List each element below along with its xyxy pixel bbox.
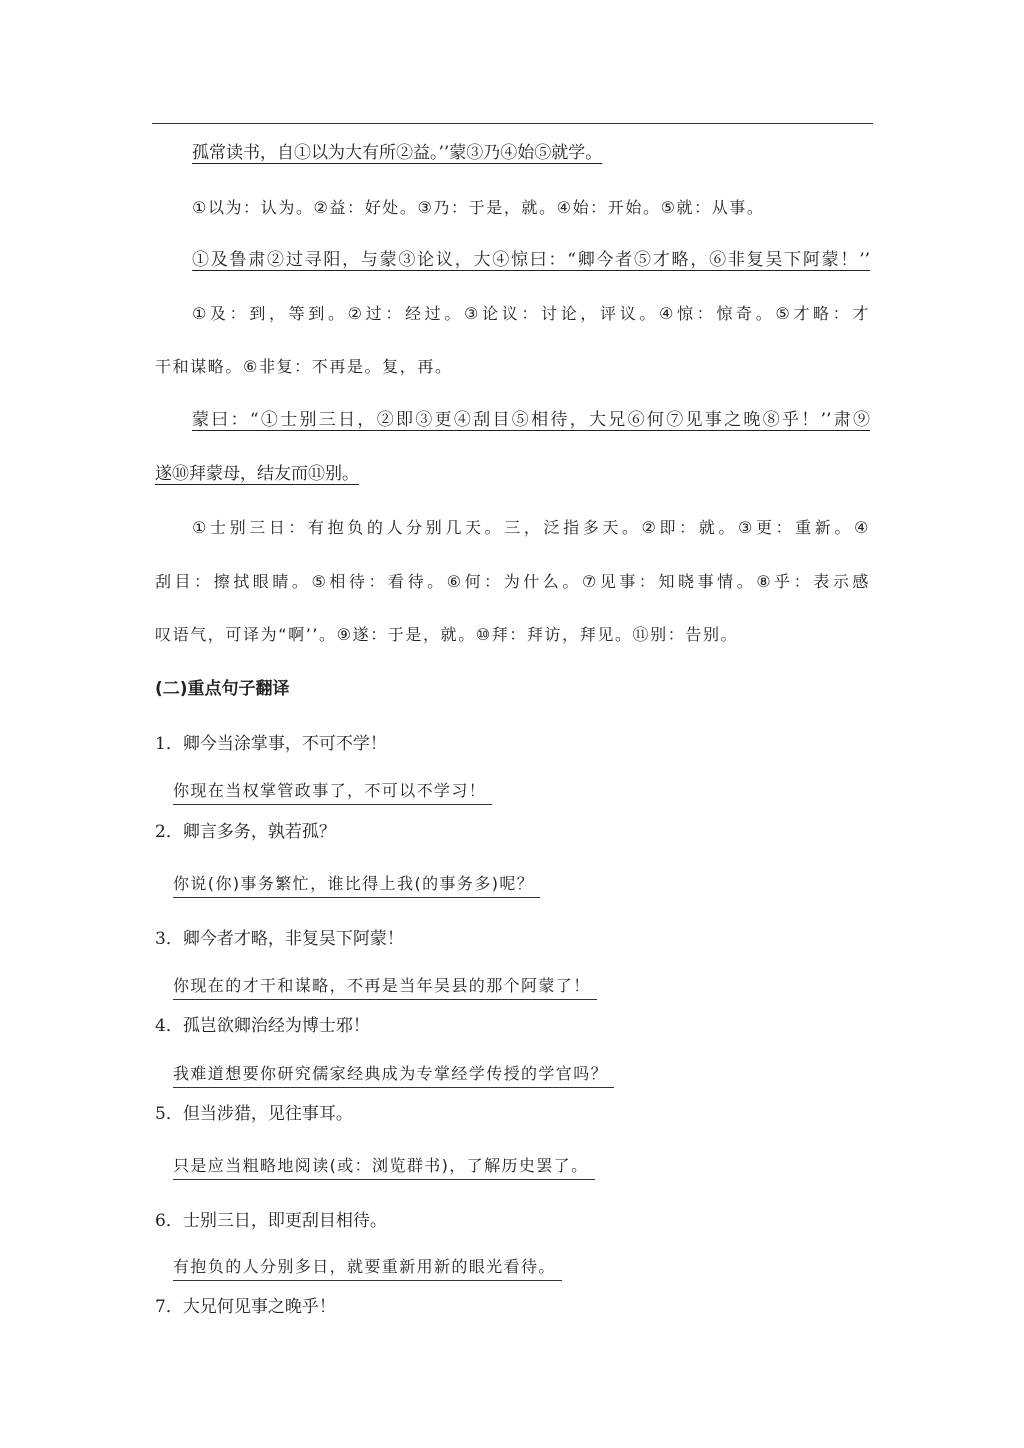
sentence-5: 5．但当涉猎，见往事耳。: [155, 1104, 353, 1124]
section-heading: (二)重点句子翻译: [155, 679, 290, 699]
passage-notes-3a: ①士别三日：有抱负的人分别几天。三，泛指多天。②即：就。③更：重新。④: [192, 518, 870, 537]
translation-2: 你说(你)事务繁忙，谁比得上我(的事务多)呢？: [173, 873, 540, 898]
sentence-1: 1．卿今当涂掌事，不可不学！: [155, 734, 387, 754]
header-rule: [152, 123, 873, 124]
passage-notes-3b: 刮目：擦拭眼睛。⑤相待：看待。⑥何：为什么。⑦见事：知晓事情。⑧乎：表示感: [155, 572, 870, 591]
passage-notes-1: ①以为：认为。②益：好处。③乃：于是，就。④始：开始。⑤就：从事。: [192, 198, 765, 217]
passage-notes-3c: 叹语气，可译为“啊’’。⑨遂：于是，就。⑩拜：拜访，拜见。⑪别：告别。: [155, 625, 739, 644]
passage-notes-2a: ①及：到，等到。②过：经过。③论议：讨论，评议。④惊：惊奇。⑤才略：才: [192, 304, 870, 323]
sentence-2: 2．卿言多务，孰若孤？: [155, 822, 336, 842]
sentence-4: 4．孤岂欲卿治经为博士邪！: [155, 1016, 370, 1036]
passage-line-3a: 蒙曰：“①士别三日，②即③更④刮目⑤相待，大兄⑥何⑦见事之晚⑧乎！’’肃⑨: [192, 410, 870, 430]
translation-4: 我难道想要你研究儒家经典成为专掌经学传授的学官吗？: [173, 1063, 614, 1088]
passage-line-2: ①及鲁肃②过寻阳，与蒙③论议，大④惊曰：“卿今者⑤才略，⑥非复吴下阿蒙！’’: [192, 250, 870, 270]
passage-line-3b: 遂⑩拜蒙母，结友而⑪别。: [155, 464, 359, 484]
translation-5: 只是应当粗略地阅读(或：浏览群书)，了解历史罢了。: [173, 1155, 595, 1180]
sentence-7: 7．大兄何见事之晚乎！: [155, 1297, 336, 1317]
sentence-6: 6．士别三日，即更刮目相待。: [155, 1211, 387, 1231]
translation-3: 你现在的才干和谋略，不再是当年吴县的那个阿蒙了！: [173, 975, 597, 1000]
translation-1: 你现在当权掌管政事了，不可以不学习！: [173, 780, 492, 805]
passage-line-1: 孤常读书，自①以为大有所②益。’’蒙③乃④始⑤就学。: [192, 143, 603, 163]
sentence-3: 3．卿今者才略，非复吴下阿蒙！: [155, 929, 404, 949]
passage-notes-2b: 干和谋略。⑥非复：不再是。复，再。: [155, 357, 453, 376]
translation-6: 有抱负的人分别多日，就要重新用新的眼光看待。: [173, 1256, 562, 1281]
